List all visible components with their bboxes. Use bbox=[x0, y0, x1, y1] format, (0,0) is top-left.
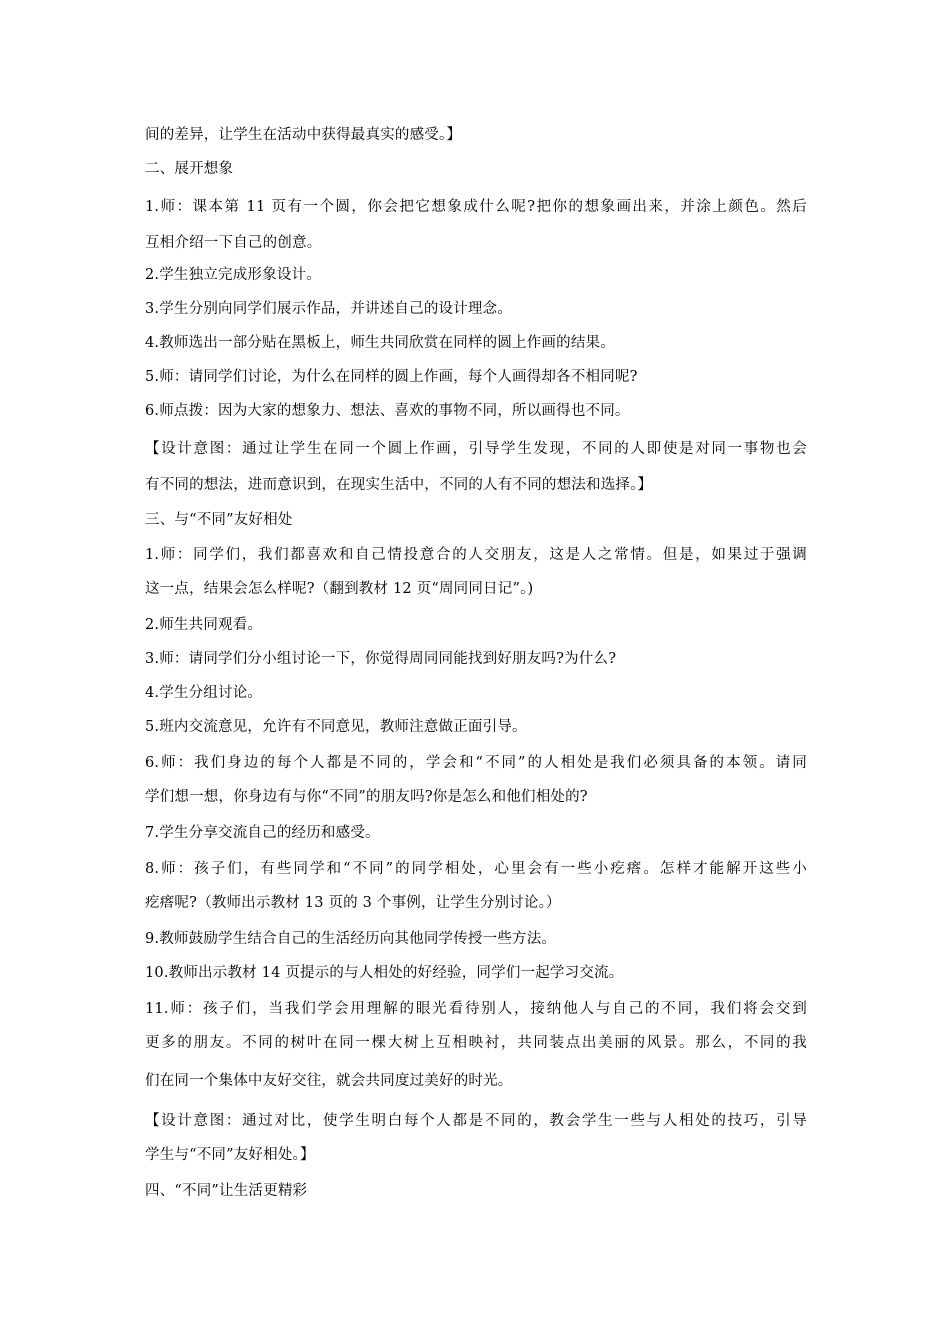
text-line: 10.教师出示教材 14 页提示的与人相处的好经验，同学们一起学习交流。 bbox=[145, 965, 624, 981]
text-line: 11.师：孩子们，当我们学会用理解的眼光看待别人，接纳他人与自己的不同，我们将会交到 bbox=[145, 1001, 807, 1017]
text-line: 6.师：我们身边的每个人都是不同的，学会和“不同”的人相处是我们必须具备的本领。请同 bbox=[145, 755, 807, 771]
section-heading: 三、与“不同”友好相处 bbox=[145, 512, 293, 528]
section-heading: 二、展开想象 bbox=[145, 161, 234, 177]
text-line: 3.师：请同学们分小组讨论一下，你觉得周同同能找到好朋友吗?为什么? bbox=[145, 651, 617, 667]
text-line: 6.师点拨：因为大家的想象力、想法、喜欢的事物不同，所以画得也不同。 bbox=[145, 403, 630, 419]
text-line: 更多的朋友。不同的树叶在同一棵大树上互相映衬，共同装点出美丽的风景。那么，不同的我 bbox=[145, 1035, 807, 1051]
text-line: 间的差异，让学生在活动中获得最真实的感受。】 bbox=[145, 127, 462, 143]
text-line: 这一点，结果会怎么样呢?（翻到教材 12 页“周同同日记”。) bbox=[145, 581, 534, 597]
text-line: 3.学生分别向同学们展示作品，并讲述自己的设计理念。 bbox=[145, 301, 513, 317]
text-line: 有不同的想法，进而意识到，在现实生活中，不同的人有不同的想法和选择。】 bbox=[145, 477, 653, 493]
text-line: 1.师：同学们，我们都喜欢和自己情投意合的人交朋友，这是人之常情。但是，如果过于强调 bbox=[145, 547, 807, 563]
text-line: 5.师：请同学们讨论，为什么在同样的圆上作画，每个人画得却各不相同呢? bbox=[145, 369, 638, 385]
text-line: 4.教师选出一部分贴在黑板上，师生共同欣赏在同样的圆上作画的结果。 bbox=[145, 335, 615, 351]
document-body bbox=[145, 118, 807, 1208]
text-line: 9.教师鼓励学生结合自己的生活经历向其他同学传授一些方法。 bbox=[145, 931, 557, 947]
text-line: 1.师：课本第 11 页有一个圆，你会把它想象成什么呢?把你的想象画出来，并涂上颜色。然后 bbox=[145, 199, 807, 215]
text-line: 8.师：孩子们，有些同学和“不同”的同学相处，心里会有一些小疙瘩。怎样才能解开这些小 bbox=[145, 861, 807, 877]
text-line: 们在同一个集体中友好交往，就会共同度过美好的时光。 bbox=[145, 1073, 513, 1089]
text-line: 2.学生独立完成形象设计。 bbox=[145, 267, 321, 283]
text-line: 互相介绍一下自己的创意。 bbox=[145, 235, 322, 251]
text-line: 学生与“不同”友好相处。】 bbox=[145, 1147, 315, 1163]
text-line: 5.班内交流意见，允许有不同意见，教师注意做正面引导。 bbox=[145, 719, 527, 735]
text-line: 7.学生分享交流自己的经历和感受。 bbox=[145, 825, 380, 841]
text-line: 学们想一想，你身边有与你“不同”的朋友吗?你是怎么和他们相处的? bbox=[145, 789, 588, 805]
text-line: 2.师生共同观看。 bbox=[145, 617, 263, 633]
text-line: 【设计意图：通过让学生在同一个圆上作画，引导学生发现，不同的人即使是对同一事物也会 bbox=[145, 441, 807, 457]
text-line: 4.学生分组讨论。 bbox=[145, 685, 263, 701]
text-line: 【设计意图：通过对比，使学生明白每个人都是不同的，教会学生一些与人相处的技巧，引导 bbox=[145, 1113, 807, 1129]
text-line: 疙瘩呢?（教师出示教材 13 页的 3 个事例，让学生分别讨论。） bbox=[145, 895, 561, 911]
section-heading: 四、“不同”让生活更精彩 bbox=[145, 1183, 308, 1199]
